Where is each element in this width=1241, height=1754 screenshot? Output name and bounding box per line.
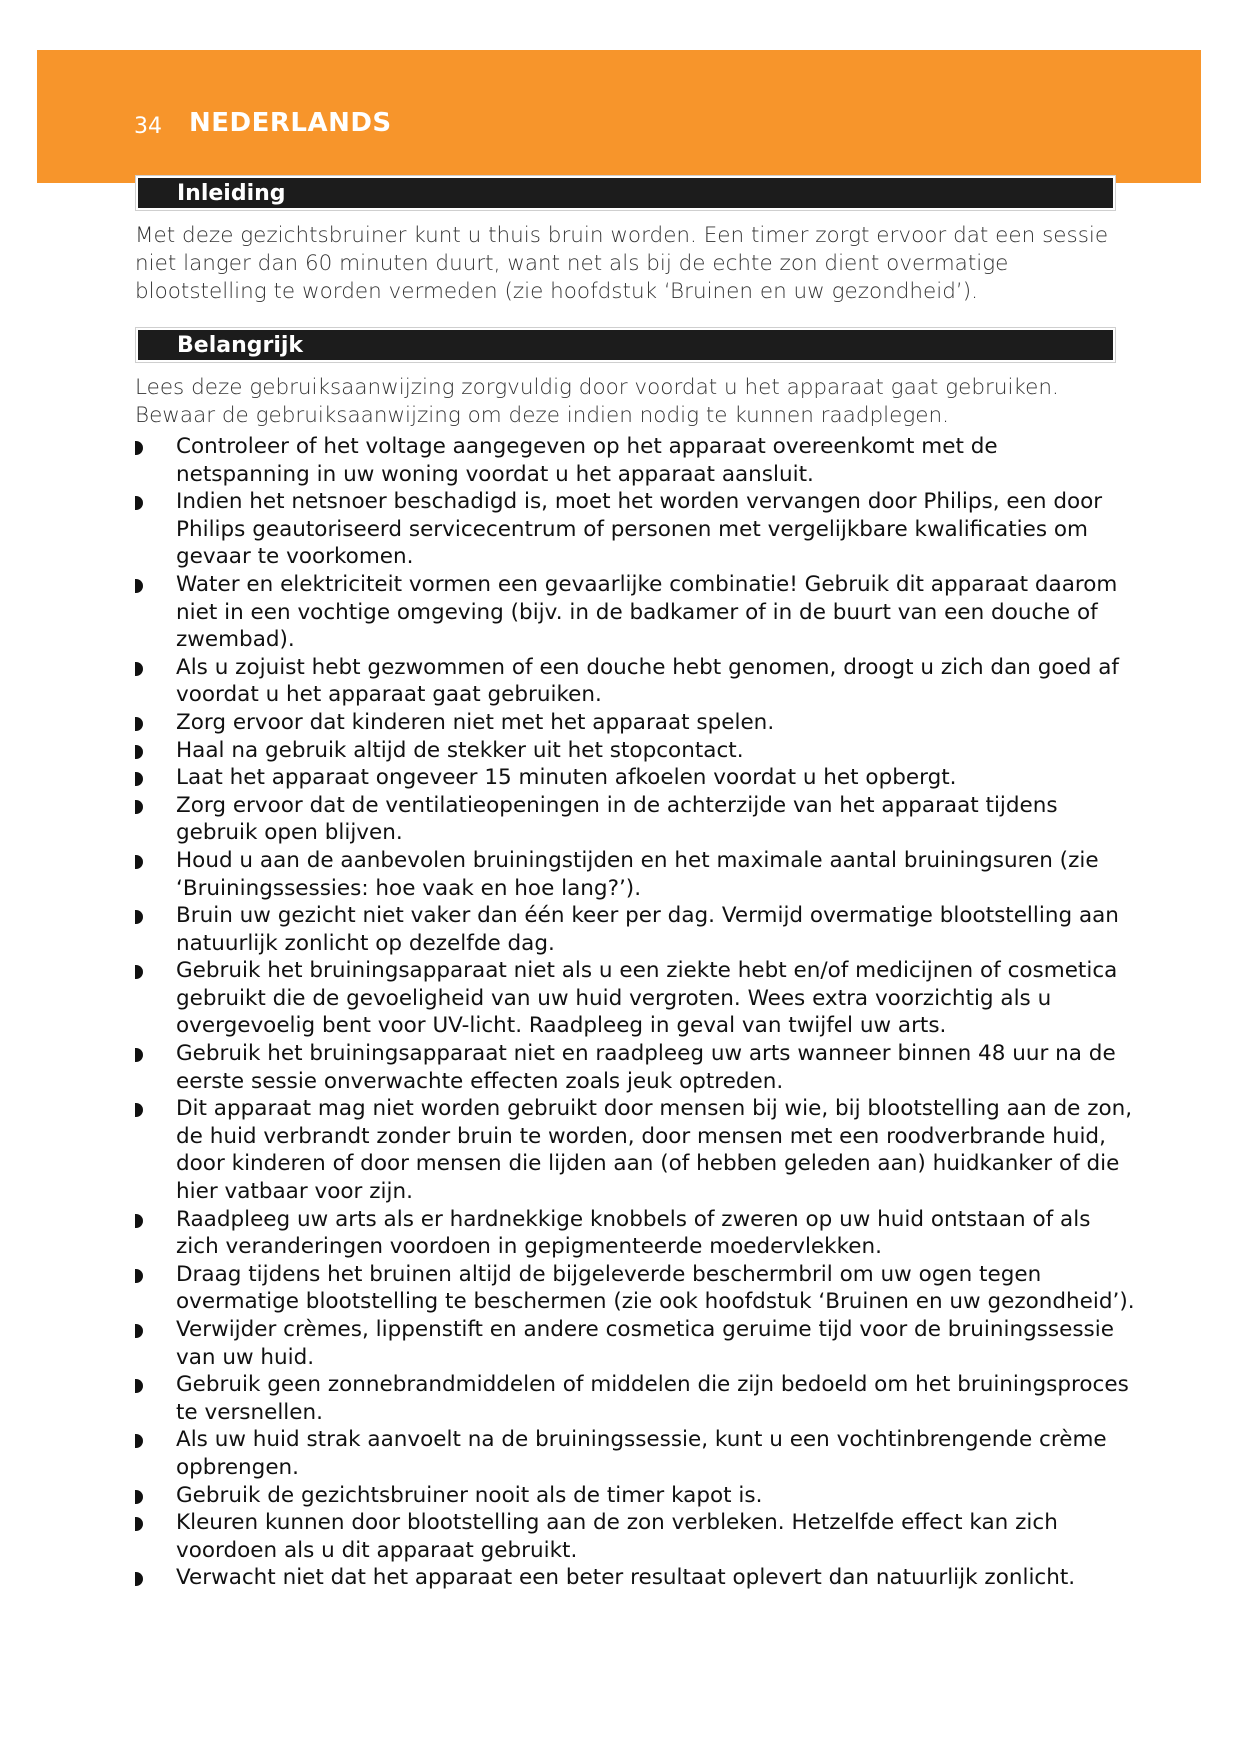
list-item: Zorg ervoor dat kinderen niet met het apparaat spelen. bbox=[135, 709, 1135, 737]
list-item: Gebruik het bruiningsapparaat niet en raadpleeg uw arts wanneer binnen 48 uur na de eerste sessie onverwachte effecten zoals jeuk optreden. bbox=[135, 1040, 1135, 1095]
bullet-icon bbox=[135, 1434, 143, 1448]
list-item: Als u zojuist hebt gezwommen of een douche hebt genomen, droogt u zich dan goed af voordat u het apparaat gaat gebruiken. bbox=[135, 654, 1135, 709]
list-item: Raadpleeg uw arts als er hardnekkige knobbels of zweren op uw huid ontstaan of als zich veranderingen voordoen in gepigmenteerde moedervlekken. bbox=[135, 1206, 1135, 1261]
list-item: Laat het apparaat ongeveer 15 minuten afkoelen voordat u het opbergt. bbox=[135, 764, 1135, 792]
list-item: Verwijder crèmes, lippenstift en andere cosmetica geruime tijd voor de bruiningssessie van uw huid. bbox=[135, 1316, 1135, 1371]
bullet-icon bbox=[135, 1214, 143, 1228]
bullet-icon bbox=[135, 965, 143, 979]
bullet-icon bbox=[135, 745, 143, 759]
bullet-icon bbox=[135, 772, 143, 786]
page-header bbox=[37, 50, 1201, 183]
bullet-icon bbox=[135, 579, 143, 593]
bullet-icon bbox=[135, 496, 143, 510]
safety-list bbox=[135, 433, 1135, 1592]
list-item: Gebruik het bruiningsapparaat niet als u een ziekte hebt en/of medicijnen of cosmetica gebruikt die de gevoeligheid van uw huid vergroten. Wees extra voorzichtig als u overgevoelig bent voor UV-licht. Raadpleeg in geval van twijfel uw arts. bbox=[135, 957, 1135, 1040]
bullet-icon bbox=[135, 1269, 143, 1283]
list-item: Als uw huid strak aanvoelt na de bruiningssessie, kunt u een vochtinbrengende crème opbrengen. bbox=[135, 1426, 1135, 1481]
bullet-icon bbox=[135, 1517, 143, 1531]
section-heading-intro bbox=[136, 176, 1115, 210]
list-item: Kleuren kunnen door blootstelling aan de zon verbleken. Hetzelfde effect kan zich voordoen als u dit apparaat gebruikt. bbox=[135, 1509, 1135, 1564]
bullet-icon bbox=[135, 1103, 143, 1117]
list-item: Houd u aan de aanbevolen bruiningstijden en het maximale aantal bruiningsuren (zie ‘Bruiningssessies: hoe vaak en hoe lang?’). bbox=[135, 847, 1135, 902]
page-number: 34 bbox=[134, 114, 162, 139]
list-item: Bruin uw gezicht niet vaker dan één keer per dag. Vermijd overmatige blootstelling aan natuurlijk zonlicht op dezelfde dag. bbox=[135, 902, 1135, 957]
bullet-icon bbox=[135, 717, 143, 731]
bullet-icon bbox=[135, 910, 143, 924]
bullet-icon bbox=[135, 1324, 143, 1338]
bullet-icon bbox=[135, 1048, 143, 1062]
list-item: Gebruik de gezichtsbruiner nooit als de timer kapot is. bbox=[135, 1482, 1135, 1510]
bullet-icon bbox=[135, 662, 143, 676]
list-item: Water en elektriciteit vormen een gevaarlijke combinatie! Gebruik dit apparaat daarom niet in een vochtige omgeving (bijv. in de badkamer of in de buurt van een douche of zwembad). bbox=[135, 571, 1135, 654]
list-item: Zorg ervoor dat de ventilatieopeningen in de achterzijde van het apparaat tijdens gebruik open blijven. bbox=[135, 792, 1135, 847]
important-paragraph: Lees deze gebruiksaanwijzing zorgvuldig door voordat u het apparaat gaat gebruiken. Bewaar de gebruiksaanwijzing om deze indien nodig te kunnen raadplegen. bbox=[135, 375, 1059, 428]
intro-paragraph: Met deze gezichtsbruiner kunt u thuis bruin worden. Een timer zorgt ervoor dat een sessie niet langer dan 60 minuten duurt, want net als bij de echte zon dient overmatige blootstelling te worden vermeden (zie hoofdstuk ‘Bruinen en uw gezondheid’). bbox=[135, 223, 1109, 304]
bullet-icon bbox=[135, 1572, 143, 1586]
bullet-icon bbox=[135, 1379, 143, 1393]
list-item: Haal na gebruik altijd de stekker uit het stopcontact. bbox=[135, 737, 1135, 765]
section-heading-important bbox=[136, 328, 1115, 362]
section-title-important: Belangrijk bbox=[177, 333, 304, 358]
list-item: Draag tijdens het bruinen altijd de bijgeleverde beschermbril om uw ogen tegen overmatige blootstelling te beschermen (zie ook hoofdstuk ‘Bruinen en uw gezondheid’). bbox=[135, 1261, 1135, 1316]
list-item: Gebruik geen zonnebrandmiddelen of middelen die zijn bedoeld om het bruiningsproces te versnellen. bbox=[135, 1371, 1135, 1426]
list-item: Dit apparaat mag niet worden gebruikt door mensen bij wie, bij blootstelling aan de zon, de huid verbrandt zonder bruin te worden, door mensen met een roodverbrande huid, door kinderen of door mensen die lijden aan (of hebben geleden aan) huidkanker of die hier vatbaar voor zijn. bbox=[135, 1095, 1135, 1205]
list-item: Indien het netsnoer beschadigd is, moet het worden vervangen door Philips, een door Philips geautoriseerd servicecentrum of personen met vergelijkbare kwalificaties om gevaar te voorkomen. bbox=[135, 488, 1135, 571]
list-item: Controleer of het voltage aangegeven op het apparaat overeenkomt met de netspanning in uw woning voordat u het apparaat aansluit. bbox=[135, 433, 1135, 488]
bullet-icon bbox=[135, 1490, 143, 1504]
section-title-intro: Inleiding bbox=[177, 181, 286, 206]
language-title: NEDERLANDS bbox=[189, 108, 392, 138]
bullet-icon bbox=[135, 441, 143, 455]
bullet-icon bbox=[135, 855, 143, 869]
list-item: Verwacht niet dat het apparaat een beter resultaat oplevert dan natuurlijk zonlicht. bbox=[135, 1564, 1135, 1592]
bullet-icon bbox=[135, 800, 143, 814]
